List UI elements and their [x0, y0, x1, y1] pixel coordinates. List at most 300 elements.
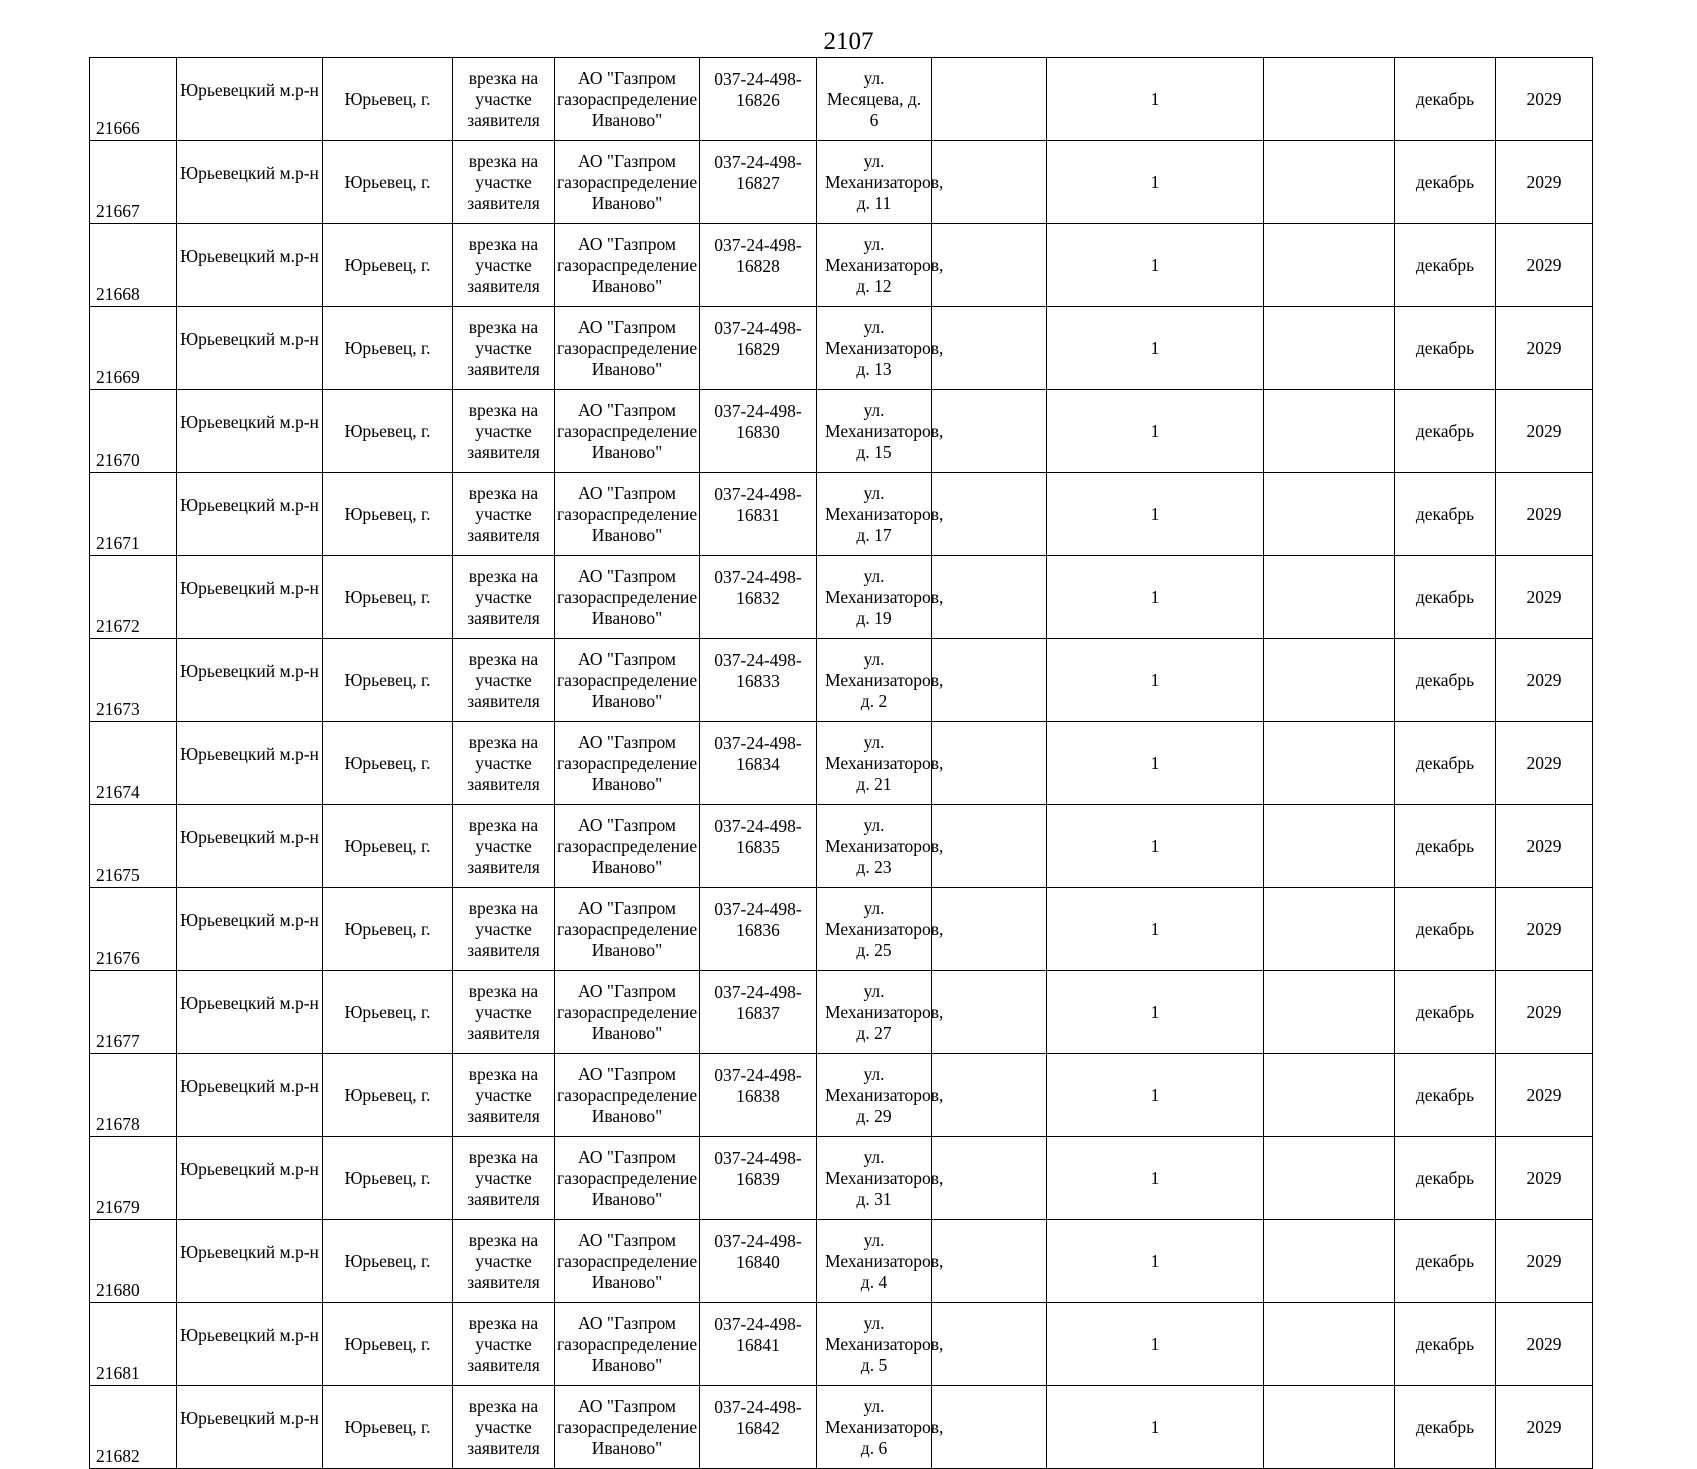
cell-quantity-text: 1 [1150, 88, 1160, 109]
cell-organization-text: АО "Газпром газораспределение Иваново" [557, 1312, 698, 1375]
cell-district-text: Юрьевецкий м.р-н [180, 1158, 319, 1179]
cell-year-text: 2029 [1526, 1250, 1562, 1271]
cell-quantity [1047, 1220, 1264, 1303]
cell-year [1496, 888, 1593, 971]
cell-district [177, 1137, 323, 1220]
cell-address-text: ул. Механизаторов, д. 4 [825, 1229, 944, 1292]
cell-code [700, 556, 817, 639]
cell-quantity [1047, 556, 1264, 639]
cell-year [1496, 1054, 1593, 1137]
cell-locality-text: Юрьевец, г. [344, 1250, 431, 1271]
cell-district [177, 58, 323, 141]
cell-locality-text: Юрьевец, г. [344, 1333, 431, 1354]
cell-locality [323, 1137, 453, 1220]
cell-month [1395, 1386, 1496, 1469]
cell-locality-text: Юрьевец, г. [344, 1084, 431, 1105]
cell-month [1395, 473, 1496, 556]
cell-district [177, 722, 323, 805]
cell-locality [323, 639, 453, 722]
cell-empty-8 [932, 473, 1047, 556]
cell-locality [323, 1054, 453, 1137]
cell-empty-10 [1264, 1054, 1395, 1137]
cell-empty-8 [932, 556, 1047, 639]
cell-code [700, 1386, 817, 1469]
cell-month-text: декабрь [1415, 337, 1475, 358]
cell-connection-type [453, 390, 555, 473]
table-row [90, 1303, 1593, 1386]
cell-district-text: Юрьевецкий м.р-н [180, 79, 319, 100]
cell-organization-text: АО "Газпром газораспределение Иваново" [557, 399, 698, 462]
registry-table [89, 57, 1593, 1469]
cell-organization-text: АО "Газпром газораспределение Иваново" [557, 316, 698, 379]
cell-locality-text: Юрьевец, г. [344, 1167, 431, 1188]
cell-code [700, 390, 817, 473]
cell-address-text: ул. Механизаторов, д. 27 [825, 980, 944, 1043]
cell-organization [555, 224, 700, 307]
table-row [90, 1386, 1593, 1469]
cell-connection-type-text: врезка на участке заявителя [467, 980, 540, 1043]
cell-month [1395, 1303, 1496, 1386]
cell-quantity-text: 1 [1150, 835, 1160, 856]
table-row [90, 888, 1593, 971]
cell-district-text: Юрьевецкий м.р-н [180, 660, 319, 681]
cell-number [90, 1386, 177, 1469]
cell-address [817, 556, 944, 639]
cell-year [1496, 473, 1593, 556]
cell-address-text: ул. Механизаторов, д. 12 [825, 233, 944, 296]
cell-connection-type-text: врезка на участке заявителя [467, 1395, 540, 1458]
cell-code [700, 1137, 817, 1220]
cell-empty-10 [1264, 1303, 1395, 1386]
cell-quantity [1047, 971, 1264, 1054]
cell-year-text: 2029 [1526, 171, 1562, 192]
cell-locality [323, 1220, 453, 1303]
cell-address-text: ул. Механизаторов, д. 11 [825, 150, 944, 213]
cell-year-text: 2029 [1526, 1167, 1562, 1188]
cell-empty-10 [1264, 58, 1395, 141]
cell-number [90, 58, 177, 141]
cell-organization-text: АО "Газпром газораспределение Иваново" [557, 565, 698, 628]
cell-code-text: 037-24-498-16829 [714, 318, 802, 359]
cell-number [90, 307, 177, 390]
cell-quantity [1047, 390, 1264, 473]
cell-locality-text: Юрьевец, г. [344, 752, 431, 773]
cell-organization [555, 556, 700, 639]
cell-quantity [1047, 1303, 1264, 1386]
cell-quantity-text: 1 [1150, 918, 1160, 939]
cell-locality [323, 58, 453, 141]
cell-empty-8 [932, 1220, 1047, 1303]
cell-empty-8 [932, 971, 1047, 1054]
cell-year [1496, 141, 1593, 224]
cell-empty-8 [932, 1054, 1047, 1137]
cell-code [700, 1220, 817, 1303]
cell-locality-text: Юрьевец, г. [344, 420, 431, 441]
cell-code-text: 037-24-498-16840 [714, 1231, 802, 1272]
cell-organization [555, 1303, 700, 1386]
cell-code-text: 037-24-498-16838 [714, 1065, 802, 1106]
cell-connection-type-text: врезка на участке заявителя [467, 150, 540, 213]
cell-district [177, 1386, 323, 1469]
cell-number-text: 21675 [96, 865, 140, 885]
cell-number [90, 556, 177, 639]
cell-empty-8 [932, 888, 1047, 971]
cell-organization [555, 1386, 700, 1469]
cell-connection-type [453, 971, 555, 1054]
cell-locality [323, 141, 453, 224]
cell-address [817, 307, 944, 390]
cell-year [1496, 1220, 1593, 1303]
cell-year-text: 2029 [1526, 918, 1562, 939]
page-number: 2107 [823, 28, 874, 55]
cell-district-text: Юрьевецкий м.р-н [180, 494, 319, 515]
cell-quantity [1047, 141, 1264, 224]
cell-address [817, 1303, 944, 1386]
table-row [90, 639, 1593, 722]
cell-month-text: декабрь [1415, 1250, 1475, 1271]
cell-connection-type [453, 473, 555, 556]
cell-organization [555, 58, 700, 141]
cell-connection-type [453, 888, 555, 971]
cell-number-text: 21666 [96, 118, 140, 138]
cell-locality-text: Юрьевец, г. [344, 669, 431, 690]
cell-quantity-text: 1 [1150, 1167, 1160, 1188]
cell-district [177, 639, 323, 722]
cell-address [817, 805, 944, 888]
cell-connection-type [453, 1386, 555, 1469]
cell-quantity [1047, 58, 1264, 141]
cell-address [817, 639, 944, 722]
cell-district-text: Юрьевецкий м.р-н [180, 1324, 319, 1345]
cell-organization [555, 722, 700, 805]
cell-year [1496, 390, 1593, 473]
cell-organization-text: АО "Газпром газораспределение Иваново" [557, 150, 698, 213]
cell-address-text: ул. Механизаторов, д. 31 [825, 1146, 944, 1209]
cell-year [1496, 58, 1593, 141]
cell-address-text: ул. Месяцева, д. 6 [826, 67, 922, 130]
cell-connection-type [453, 722, 555, 805]
cell-number [90, 141, 177, 224]
cell-connection-type-text: врезка на участке заявителя [467, 67, 540, 130]
cell-code-text: 037-24-498-16834 [714, 733, 802, 774]
cell-month [1395, 971, 1496, 1054]
cell-district [177, 971, 323, 1054]
table-row [90, 722, 1593, 805]
table-row [90, 390, 1593, 473]
cell-month [1395, 390, 1496, 473]
cell-connection-type-text: врезка на участке заявителя [467, 565, 540, 628]
cell-district-text: Юрьевецкий м.р-н [180, 1241, 319, 1262]
cell-organization-text: АО "Газпром газораспределение Иваново" [557, 814, 698, 877]
cell-address-text: ул. Механизаторов, д. 21 [825, 731, 944, 794]
cell-month-text: декабрь [1415, 752, 1475, 773]
cell-month [1395, 1054, 1496, 1137]
cell-year-text: 2029 [1526, 420, 1562, 441]
table-row [90, 1137, 1593, 1220]
table-row [90, 805, 1593, 888]
cell-district [177, 1303, 323, 1386]
cell-district-text: Юрьевецкий м.р-н [180, 328, 319, 349]
cell-number [90, 805, 177, 888]
table-row [90, 141, 1593, 224]
cell-year-text: 2029 [1526, 835, 1562, 856]
cell-district [177, 556, 323, 639]
cell-connection-type-text: врезка на участке заявителя [467, 1229, 540, 1292]
cell-address-text: ул. Механизаторов, д. 6 [825, 1395, 944, 1458]
cell-locality-text: Юрьевец, г. [344, 1001, 431, 1022]
cell-code [700, 58, 817, 141]
cell-locality [323, 722, 453, 805]
cell-quantity-text: 1 [1150, 752, 1160, 773]
table-row [90, 971, 1593, 1054]
cell-year-text: 2029 [1526, 586, 1562, 607]
cell-number-text: 21674 [96, 782, 140, 802]
cell-organization-text: АО "Газпром газораспределение Иваново" [557, 67, 698, 130]
cell-locality-text: Юрьевец, г. [344, 254, 431, 275]
cell-quantity [1047, 1386, 1264, 1469]
cell-organization [555, 1137, 700, 1220]
cell-number-text: 21668 [96, 284, 140, 304]
cell-month [1395, 722, 1496, 805]
cell-month-text: декабрь [1415, 1333, 1475, 1354]
cell-number-text: 21673 [96, 699, 140, 719]
cell-locality-text: Юрьевец, г. [344, 171, 431, 192]
cell-address [817, 58, 932, 141]
cell-quantity-text: 1 [1150, 1416, 1160, 1437]
cell-year [1496, 1137, 1593, 1220]
cell-empty-8 [932, 141, 1047, 224]
cell-number-text: 21677 [96, 1031, 140, 1051]
cell-locality-text: Юрьевец, г. [344, 337, 431, 358]
cell-code-text: 037-24-498-16837 [714, 982, 802, 1023]
cell-locality [323, 1386, 453, 1469]
cell-number-text: 21676 [96, 948, 140, 968]
cell-organization-text: АО "Газпром газораспределение Иваново" [557, 1146, 698, 1209]
cell-quantity-text: 1 [1150, 337, 1160, 358]
cell-connection-type-text: врезка на участке заявителя [467, 399, 540, 462]
cell-number-text: 21667 [96, 201, 140, 221]
cell-address [817, 1137, 944, 1220]
cell-connection-type [453, 58, 555, 141]
cell-empty-8 [932, 58, 1047, 141]
cell-month-text: декабрь [1415, 88, 1475, 109]
cell-locality [323, 473, 453, 556]
table-row [90, 473, 1593, 556]
cell-quantity-text: 1 [1150, 586, 1160, 607]
cell-code-text: 037-24-498-16839 [714, 1148, 802, 1189]
cell-empty-10 [1264, 805, 1395, 888]
cell-code-text: 037-24-498-16831 [714, 484, 802, 525]
cell-quantity [1047, 722, 1264, 805]
cell-year-text: 2029 [1526, 1001, 1562, 1022]
cell-number [90, 1220, 177, 1303]
cell-locality [323, 307, 453, 390]
cell-address-text: ул. Механизаторов, д. 17 [825, 482, 944, 545]
cell-quantity-text: 1 [1150, 669, 1160, 690]
cell-code-text: 037-24-498-16842 [714, 1397, 802, 1438]
cell-code [700, 639, 817, 722]
cell-connection-type [453, 1137, 555, 1220]
cell-connection-type-text: врезка на участке заявителя [467, 648, 540, 711]
cell-code-text: 037-24-498-16833 [714, 650, 802, 691]
cell-empty-8 [932, 224, 1047, 307]
cell-district-text: Юрьевецкий м.р-н [180, 411, 319, 432]
cell-district-text: Юрьевецкий м.р-н [180, 1407, 319, 1428]
cell-quantity [1047, 888, 1264, 971]
cell-empty-10 [1264, 307, 1395, 390]
cell-number [90, 639, 177, 722]
cell-connection-type-text: врезка на участке заявителя [467, 814, 540, 877]
cell-district [177, 888, 323, 971]
cell-number-text: 21671 [96, 533, 140, 553]
cell-number [90, 473, 177, 556]
cell-locality-text: Юрьевец, г. [344, 918, 431, 939]
cell-connection-type-text: врезка на участке заявителя [467, 731, 540, 794]
cell-month-text: декабрь [1415, 1167, 1475, 1188]
table-row [90, 1054, 1593, 1137]
cell-year-text: 2029 [1526, 337, 1562, 358]
cell-code-text: 037-24-498-16830 [714, 401, 802, 442]
cell-empty-8 [932, 1303, 1047, 1386]
cell-address-text: ул. Механизаторов, д. 13 [825, 316, 944, 379]
cell-organization-text: АО "Газпром газораспределение Иваново" [557, 980, 698, 1043]
cell-address [817, 971, 944, 1054]
cell-number-text: 21670 [96, 450, 140, 470]
cell-quantity [1047, 1137, 1264, 1220]
cell-month-text: декабрь [1415, 254, 1475, 275]
cell-organization-text: АО "Газпром газораспределение Иваново" [557, 1229, 698, 1292]
cell-locality-text: Юрьевец, г. [344, 88, 431, 109]
cell-organization-text: АО "Газпром газораспределение Иваново" [557, 897, 698, 960]
cell-month-text: декабрь [1415, 1416, 1475, 1437]
cell-quantity-text: 1 [1150, 1333, 1160, 1354]
cell-address [817, 224, 944, 307]
cell-organization [555, 473, 700, 556]
cell-month [1395, 1220, 1496, 1303]
cell-organization [555, 805, 700, 888]
cell-empty-10 [1264, 639, 1395, 722]
cell-quantity-text: 1 [1150, 171, 1160, 192]
cell-connection-type [453, 307, 555, 390]
cell-empty-10 [1264, 722, 1395, 805]
cell-code-text: 037-24-498-16832 [714, 567, 802, 608]
cell-year-text: 2029 [1526, 88, 1562, 109]
cell-district-text: Юрьевецкий м.р-н [180, 992, 319, 1013]
cell-connection-type [453, 556, 555, 639]
cell-empty-10 [1264, 556, 1395, 639]
cell-address [817, 888, 944, 971]
cell-locality [323, 224, 453, 307]
cell-district-text: Юрьевецкий м.р-н [180, 162, 319, 183]
cell-organization-text: АО "Газпром газораспределение Иваново" [557, 1395, 698, 1458]
cell-month [1395, 639, 1496, 722]
cell-month [1395, 224, 1496, 307]
cell-district [177, 1220, 323, 1303]
cell-address [817, 1220, 944, 1303]
cell-number [90, 390, 177, 473]
cell-code [700, 224, 817, 307]
cell-quantity [1047, 1054, 1264, 1137]
cell-year [1496, 307, 1593, 390]
cell-month [1395, 307, 1496, 390]
cell-quantity-text: 1 [1150, 1001, 1160, 1022]
cell-code-text: 037-24-498-16828 [714, 235, 802, 276]
registry-rows [90, 58, 1593, 1469]
cell-district-text: Юрьевецкий м.р-н [180, 245, 319, 266]
cell-number [90, 888, 177, 971]
cell-month-text: декабрь [1415, 835, 1475, 856]
cell-month [1395, 1137, 1496, 1220]
cell-district-text: Юрьевецкий м.р-н [180, 1075, 319, 1096]
cell-year [1496, 1386, 1593, 1469]
cell-address-text: ул. Механизаторов, д. 29 [825, 1063, 944, 1126]
cell-code [700, 805, 817, 888]
table-row [90, 1220, 1593, 1303]
cell-connection-type-text: врезка на участке заявителя [467, 1146, 540, 1209]
cell-empty-8 [932, 1137, 1047, 1220]
cell-number-text: 21672 [96, 616, 140, 636]
cell-address-text: ул. Механизаторов, д. 2 [825, 648, 944, 711]
cell-address [817, 390, 944, 473]
cell-connection-type [453, 1054, 555, 1137]
cell-empty-10 [1264, 390, 1395, 473]
cell-year [1496, 971, 1593, 1054]
cell-empty-8 [932, 1386, 1047, 1469]
cell-year-text: 2029 [1526, 1333, 1562, 1354]
cell-address-text: ул. Механизаторов, д. 23 [825, 814, 944, 877]
cell-locality-text: Юрьевец, г. [344, 835, 431, 856]
cell-month-text: декабрь [1415, 669, 1475, 690]
cell-empty-10 [1264, 1386, 1395, 1469]
cell-year [1496, 1303, 1593, 1386]
cell-organization [555, 888, 700, 971]
cell-year-text: 2029 [1526, 752, 1562, 773]
cell-month-text: декабрь [1415, 503, 1475, 524]
cell-month-text: декабрь [1415, 171, 1475, 192]
cell-quantity-text: 1 [1150, 503, 1160, 524]
cell-address-text: ул. Механизаторов, д. 25 [825, 897, 944, 960]
cell-quantity-text: 1 [1150, 1084, 1160, 1105]
cell-number-text: 21678 [96, 1114, 140, 1134]
cell-code [700, 971, 817, 1054]
cell-organization [555, 1220, 700, 1303]
cell-empty-8 [932, 390, 1047, 473]
cell-locality [323, 556, 453, 639]
cell-code-text: 037-24-498-16836 [714, 899, 802, 940]
cell-locality [323, 971, 453, 1054]
table-row [90, 224, 1593, 307]
cell-connection-type-text: врезка на участке заявителя [467, 1063, 540, 1126]
cell-month [1395, 805, 1496, 888]
cell-number [90, 224, 177, 307]
cell-quantity-text: 1 [1150, 1250, 1160, 1271]
cell-code [700, 1054, 817, 1137]
cell-year [1496, 722, 1593, 805]
cell-locality [323, 888, 453, 971]
cell-code [700, 1303, 817, 1386]
cell-month-text: декабрь [1415, 1001, 1475, 1022]
cell-locality [323, 1303, 453, 1386]
cell-number-text: 21679 [96, 1197, 140, 1217]
cell-connection-type [453, 639, 555, 722]
cell-number-text: 21669 [96, 367, 140, 387]
cell-organization [555, 1054, 700, 1137]
cell-connection-type [453, 141, 555, 224]
cell-code [700, 722, 817, 805]
cell-connection-type-text: врезка на участке заявителя [467, 1312, 540, 1375]
cell-code-text: 037-24-498-16826 [714, 69, 802, 110]
cell-locality-text: Юрьевец, г. [344, 503, 431, 524]
